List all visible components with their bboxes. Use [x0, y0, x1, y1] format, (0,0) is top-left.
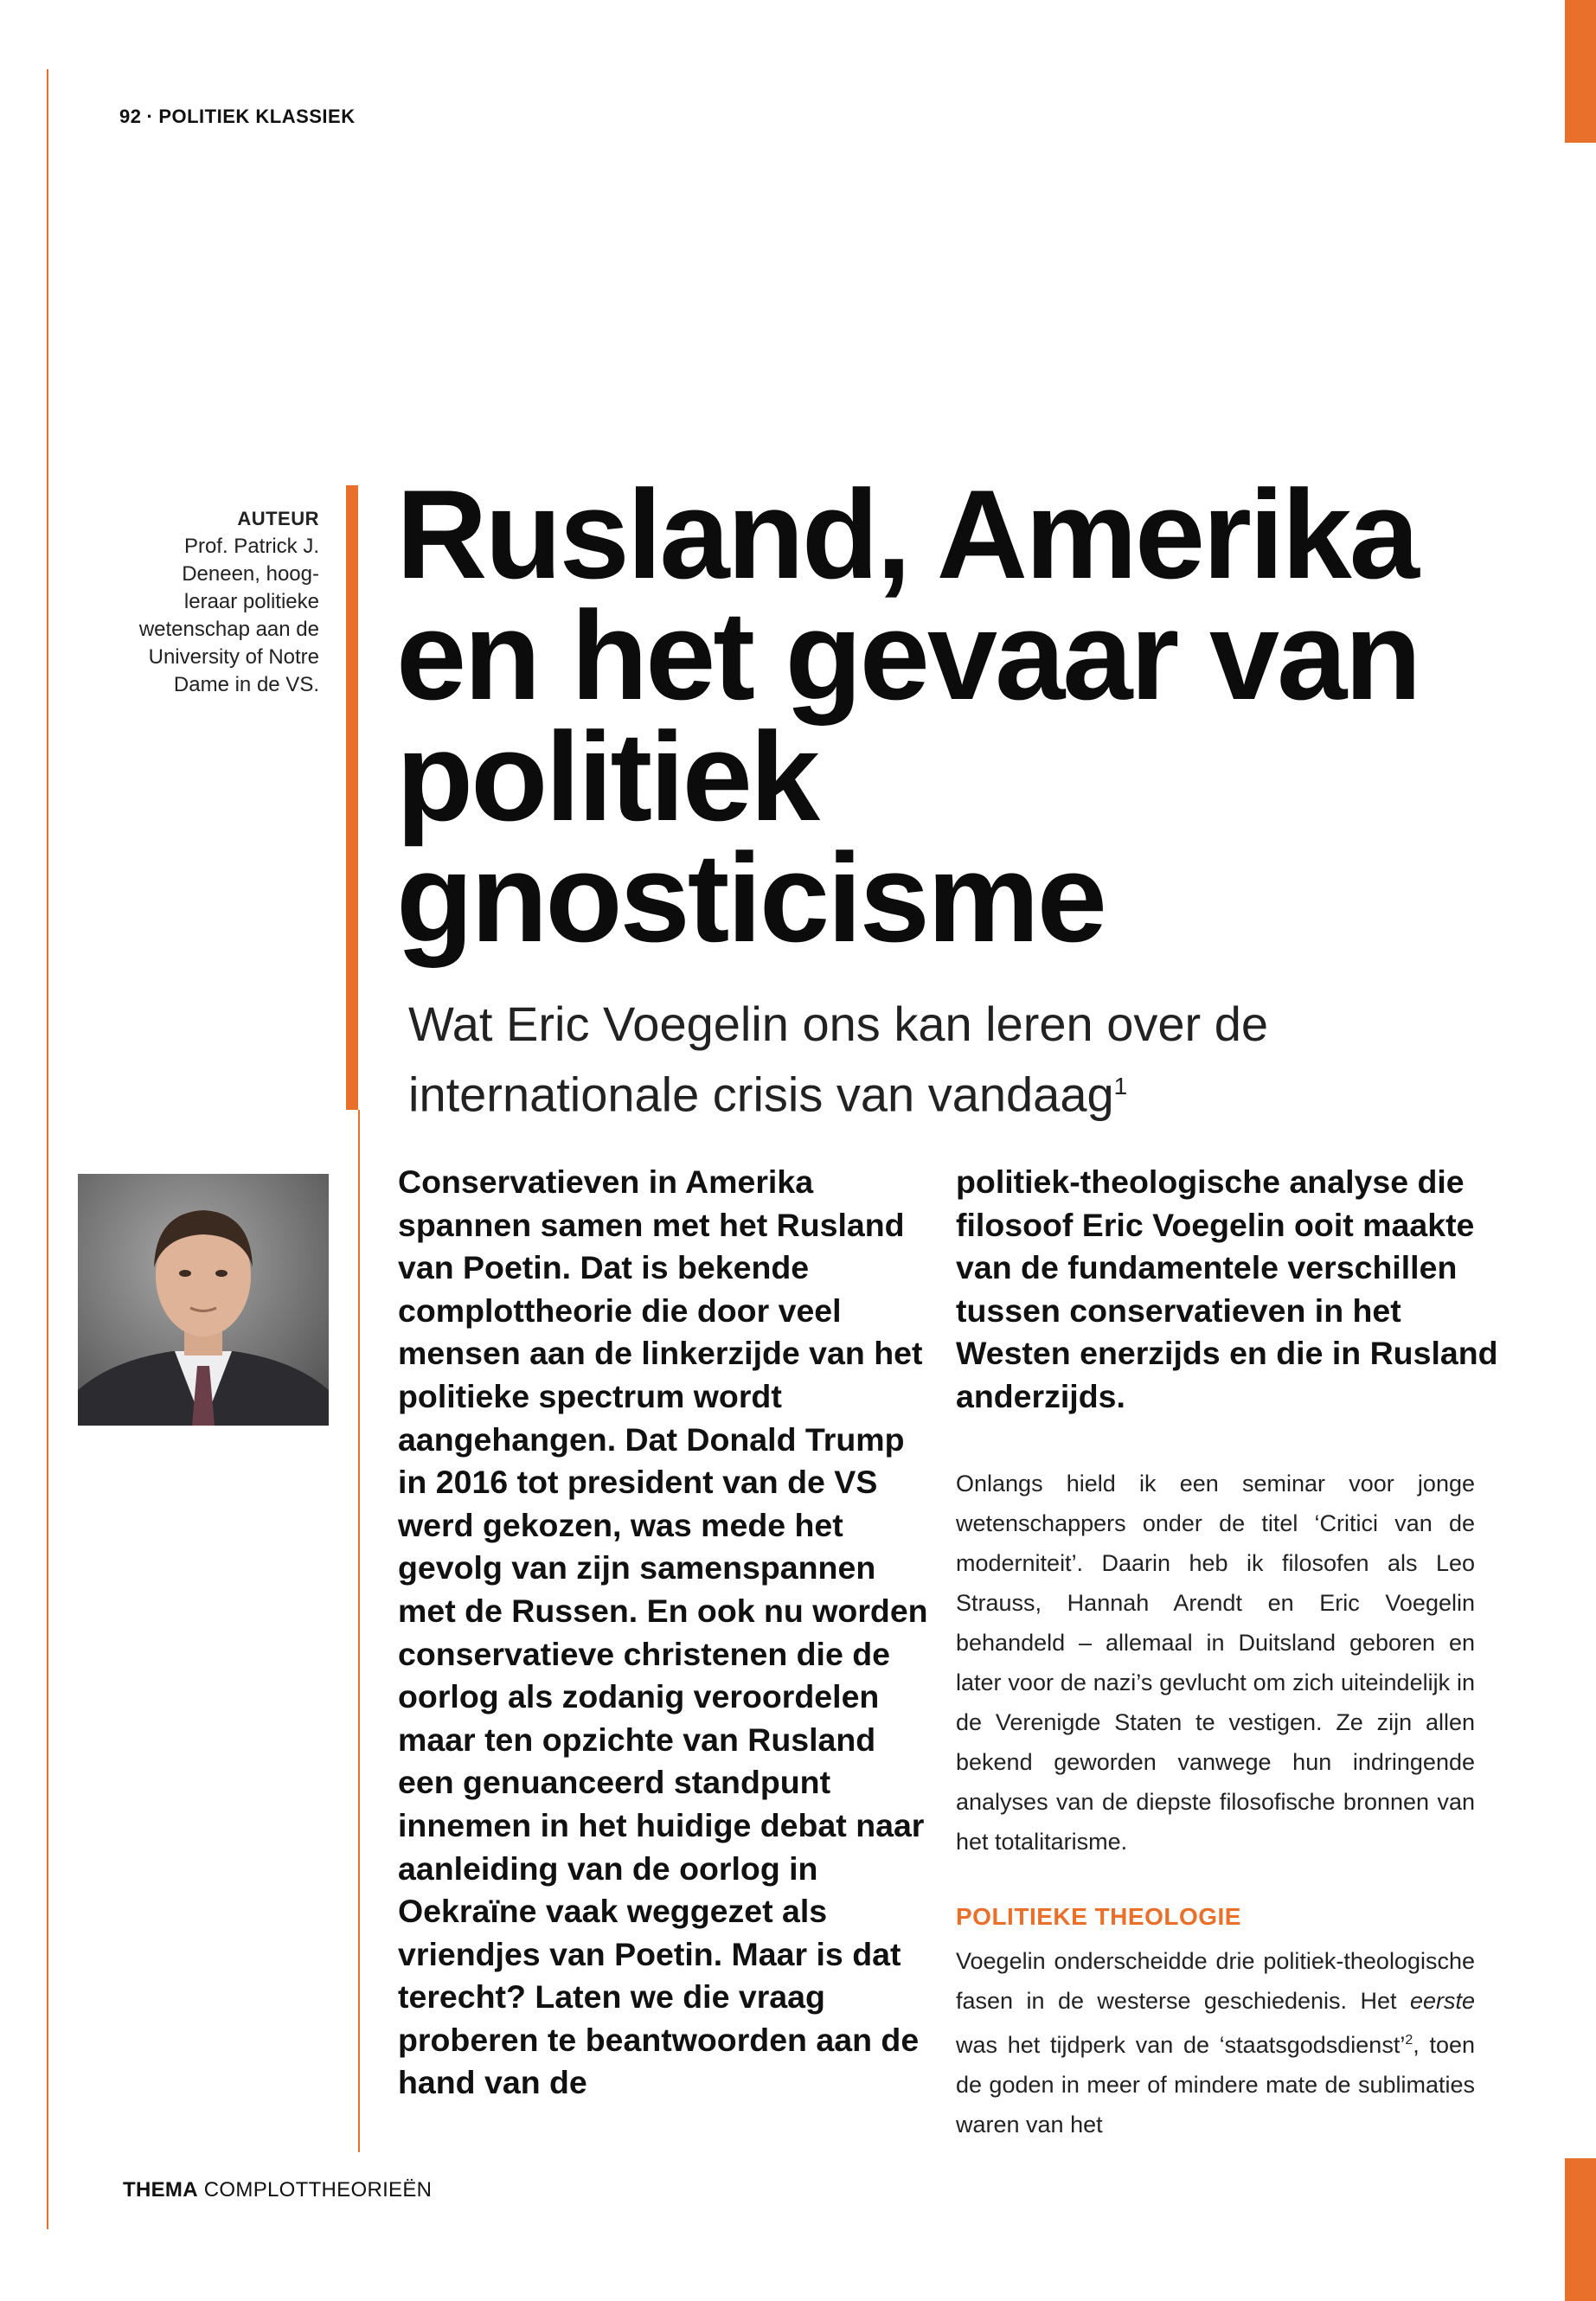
emphasis-text: eerste	[1409, 1988, 1475, 2014]
footer-topic: COMPLOTTHEORIEËN	[203, 2178, 433, 2202]
article-title: Rusland, Amerika en het gevaar van politiek gnosticisme	[396, 464, 1420, 968]
subtitle-text: Wat Eric Voegelin ons kan leren over de internationale crisis van vandaag	[408, 997, 1269, 1122]
lead-paragraph-column-2: politiek-theologische analyse die filosoof Eric Voegelin ooit maakte van de fundamentele verschillen tussen conservatieven in het Westen enerzijds en die in Rusland anderzijds.	[956, 1163, 1498, 1414]
author-line: wetenschap aan de	[138, 618, 319, 641]
running-header: 92 · POLITIEK KLASSIEK	[119, 106, 356, 127]
article-subtitle	[408, 993, 1429, 1126]
author-photo	[78, 1174, 329, 1426]
section-heading: POLITIEKE THEOLOGIE	[956, 1903, 1241, 1930]
body-text-run: , toen de goden in meer of mindere mate de sublimaties waren van het	[956, 2032, 1475, 2138]
column-rule	[358, 1110, 360, 2152]
footer-theme-label: THEMA	[123, 2178, 198, 2202]
body-paragraph: Onlangs hield ik een seminar voor jonge wetenschappers onder de titel ‘Critici van de moderniteit’. Daarin heb ik filosofen als Leo Strauss, Hannah Arendt en Eric Voegelin behandeld – allemaal in Duitsland geboren en later voor de nazi’s gevlucht om zich uiteindelijk in de Verenigde Staten te vestigen. Ze zijn allen bekend geworden vanwege hun indringende analyses van de diepste filosofische bronnen van het totalitarisme.	[956, 1471, 1475, 1855]
author-line: University of Notre	[148, 645, 319, 669]
top-edge-tab	[1565, 0, 1596, 143]
footnote-ref: 2	[1405, 2033, 1413, 2048]
author-box	[103, 505, 319, 699]
body-text-run: Voegelin onderscheidde drie politiek-theologische fasen in de westerse geschiedenis. Het	[956, 1948, 1475, 2014]
author-line: Dame in de VS.	[173, 673, 319, 696]
title-accent-bar	[346, 485, 358, 1110]
bottom-edge-tab	[1565, 2158, 1596, 2301]
page-number: 92	[119, 106, 142, 127]
page-footer	[123, 2178, 432, 2202]
author-label: AUTEUR	[237, 508, 319, 529]
lead-paragraph-column-1: Conservatieven in Amerika spannen samen met het Rusland van Poetin. Dat is bekende complottheorie die door veel mensen aan de linkerzijde van het politieke spectrum wordt aangehangen. Dat Donald Trump in 2016 tot president van de VS werd gekozen, was mede het gevolg van zijn samenspannen met de Russen. En ook nu worden conservatieve christenen die de oorlog als zodanig veroordelen maar ten opzichte van Rusland een genuanceerd standpunt innemen in het huidige debat naar aanleiding van de oorlog in Oekraïne vaak weggezet als vriendjes van Poetin. Maar is dat terecht? Laten we die vraag proberen te beantwoorden aan de hand van de	[398, 1163, 928, 2101]
left-margin-rule	[47, 69, 48, 2229]
body-paragraph	[956, 1941, 1475, 2144]
author-line: Prof. Patrick J.	[183, 535, 319, 558]
section-name: POLITIEK KLASSIEK	[158, 106, 356, 127]
author-line: Deneen, hoog-	[182, 562, 319, 586]
author-line: leraar politieke	[183, 590, 319, 613]
footnote-ref: 1	[1113, 1073, 1128, 1099]
body-text-run: was het tijdperk van de ‘staatsgodsdienst’	[956, 2032, 1406, 2058]
